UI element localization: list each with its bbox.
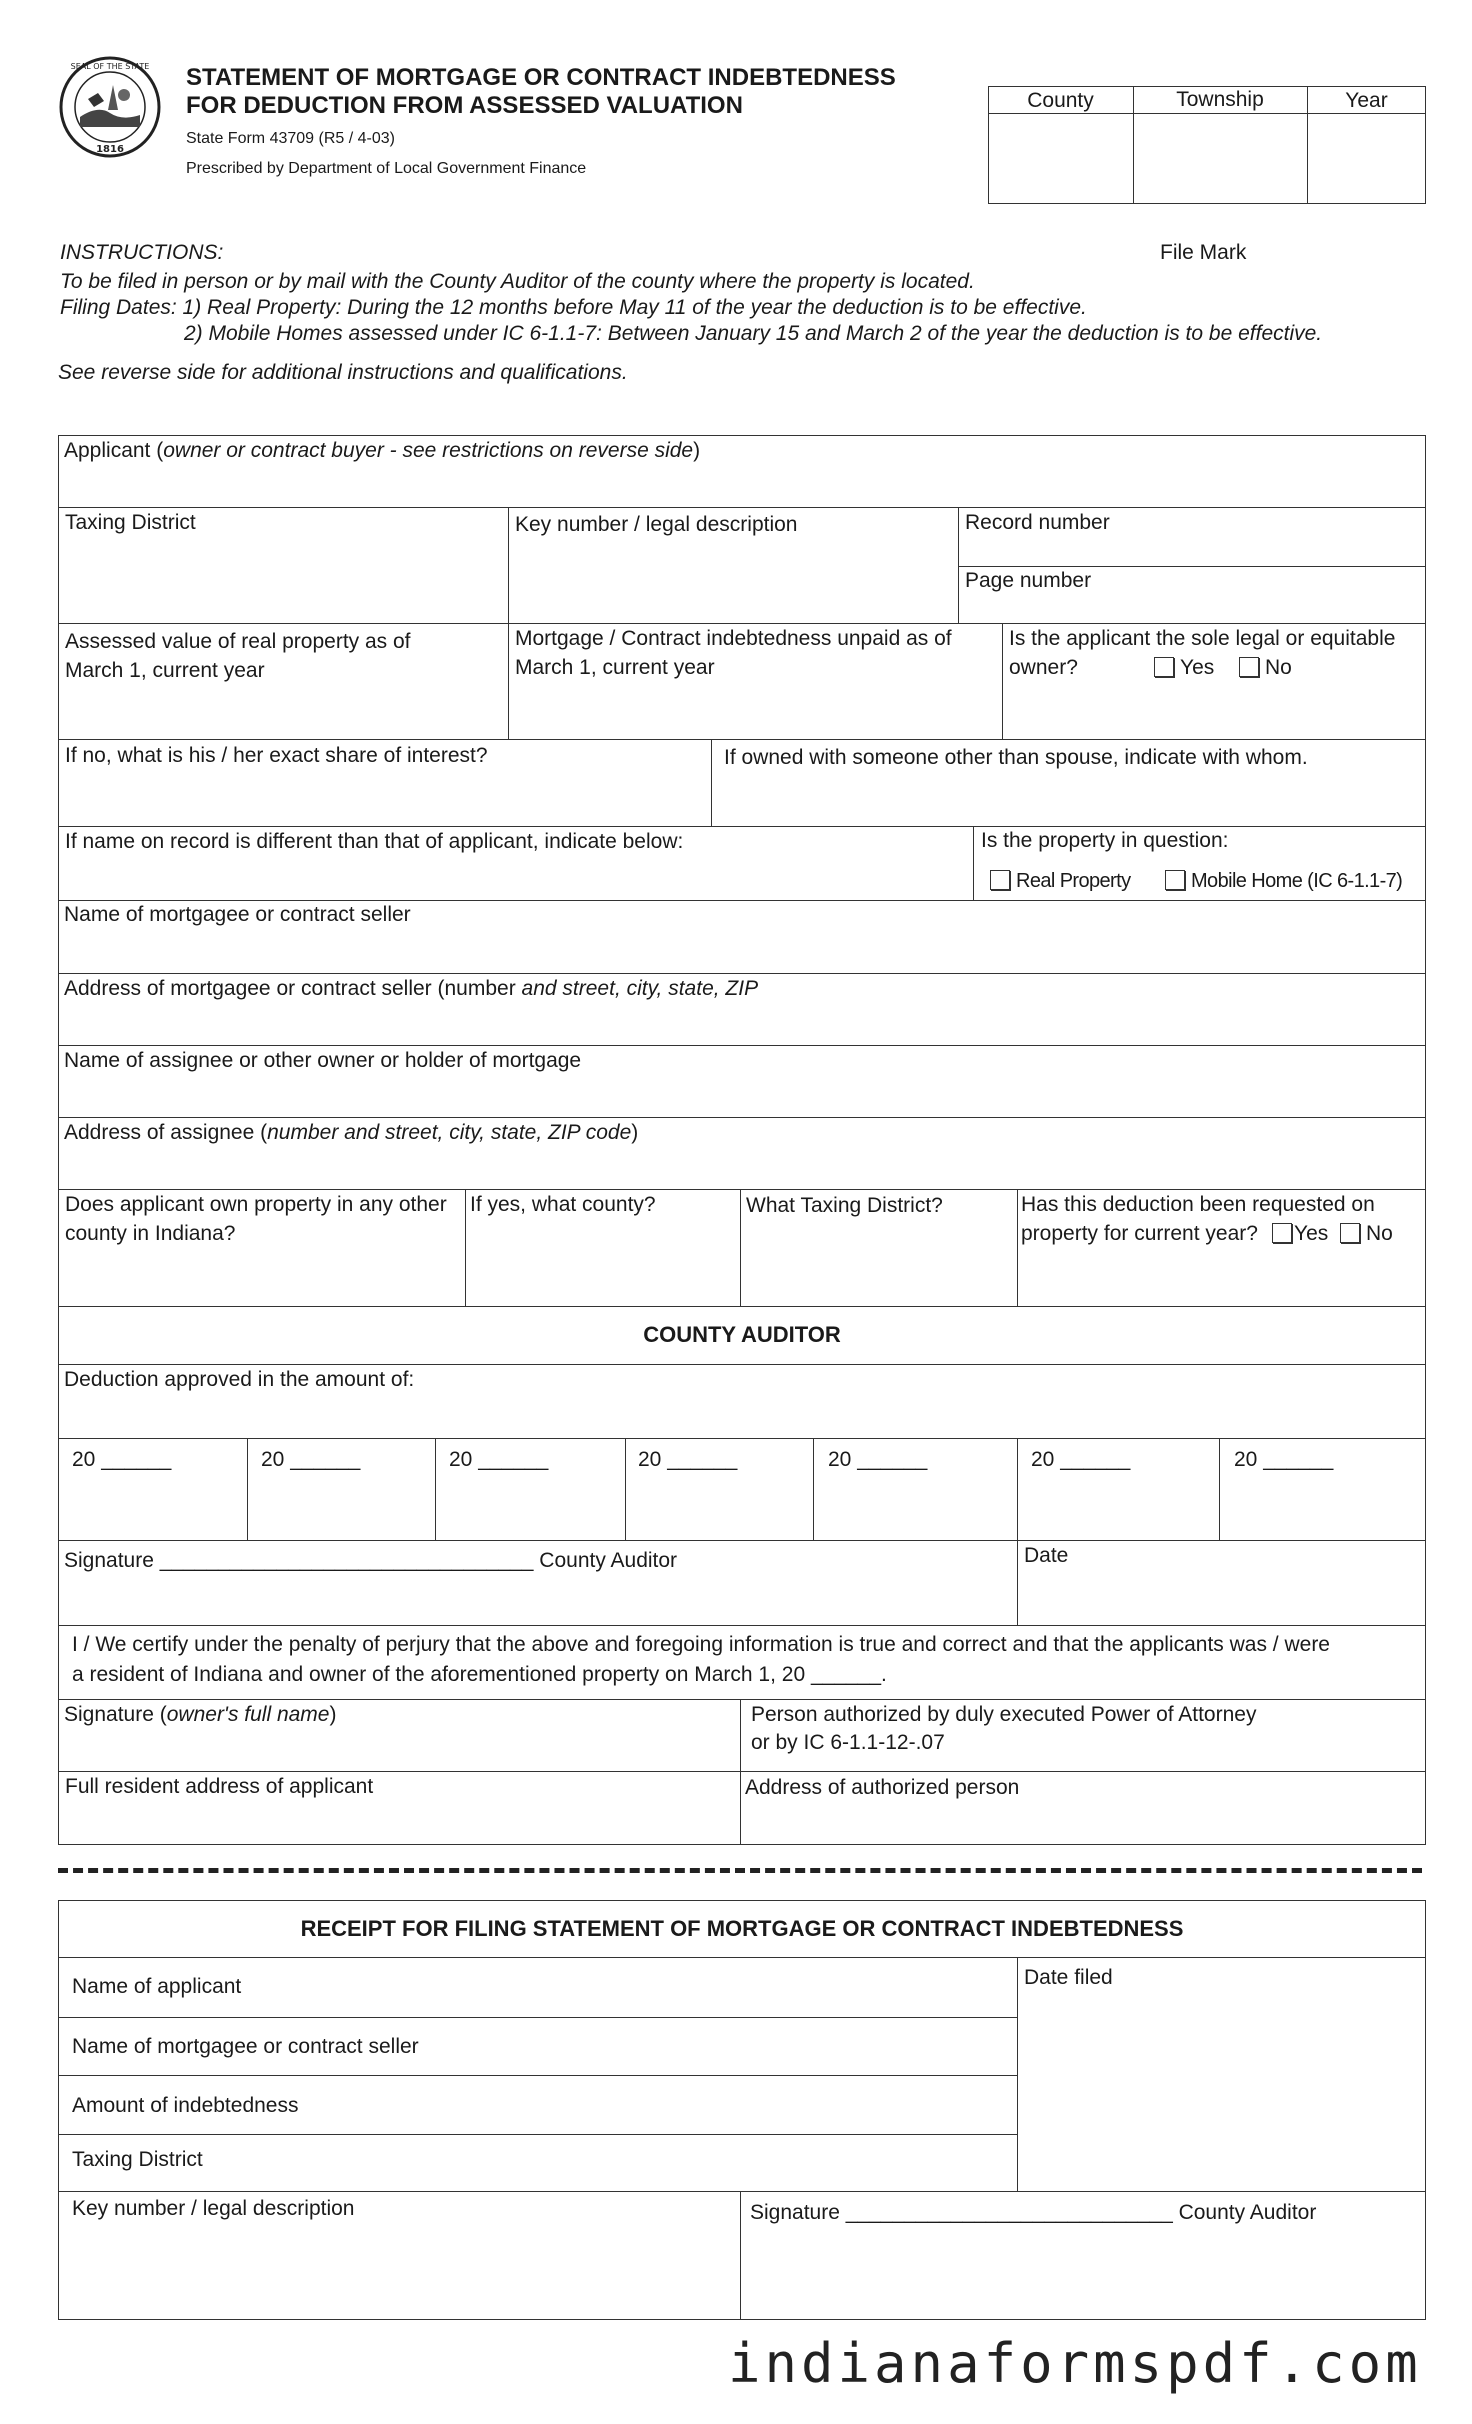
mortgagee-address-field[interactable] xyxy=(60,1004,1424,1044)
what-district-label: What Taxing District? xyxy=(746,1194,943,1217)
township-field[interactable] xyxy=(1134,115,1306,203)
receipt-signature-line[interactable]: Signature ____________________________ County Auditor xyxy=(750,2201,1317,2224)
assignee-address-field[interactable] xyxy=(60,1148,1424,1188)
what-county-label: If yes, what county? xyxy=(470,1193,656,1216)
sole-owner-label-2: owner? xyxy=(1009,656,1078,679)
year-field[interactable] xyxy=(1308,115,1425,203)
assessed-value-label-2: March 1, current year xyxy=(65,659,265,682)
other-county-label-1: Does applicant own property in any other xyxy=(65,1193,447,1216)
receipt-heading: RECEIPT FOR FILING STATEMENT OF MORTGAGE OR CONTRACT INDEBTEDNESS xyxy=(300,1916,1184,1941)
watermark-text: indianaformspdf.com xyxy=(728,2332,1422,2395)
year-cell-2[interactable]: 20 ______ xyxy=(261,1448,361,1471)
record-number-field[interactable] xyxy=(1100,510,1424,564)
mortgage-unpaid-label-2: March 1, current year xyxy=(515,656,715,679)
svg-text:SEAL OF THE STATE: SEAL OF THE STATE xyxy=(70,62,150,71)
name-record-diff-label: If name on record is different than that of applicant, indicate below: xyxy=(65,830,684,853)
assessed-value-label-1: Assessed value of real property as of xyxy=(65,630,411,653)
property-question-label: Is the property in question: xyxy=(981,829,1229,852)
county-label: County xyxy=(1027,89,1094,112)
form-number: State Form 43709 (R5 / 4-03) xyxy=(186,130,395,147)
county-field[interactable] xyxy=(989,115,1132,203)
receipt-key-number-label: Key number / legal description xyxy=(72,2197,355,2220)
receipt-amount-field[interactable] xyxy=(340,2077,1015,2132)
record-number-label: Record number xyxy=(965,511,1110,534)
page-number-label: Page number xyxy=(965,569,1092,592)
receipt-date-filed-label: Date filed xyxy=(1024,1966,1113,1989)
certification-line1: I / We certify under the penalty of perjury that the above and foregoing information is true and correct and that the applicants was / were xyxy=(72,1633,1330,1656)
assignee-name-field[interactable] xyxy=(60,1076,1424,1116)
key-number-field[interactable] xyxy=(510,540,956,622)
sole-owner-label-1: Is the applicant the sole legal or equitable xyxy=(1009,627,1396,650)
receipt-district-field[interactable] xyxy=(340,2136,1015,2189)
mobile-home-option[interactable]: Mobile Home (IC 6-1.1-7) xyxy=(1165,867,1402,896)
share-interest-label: If no, what is his / her exact share of interest? xyxy=(65,744,488,767)
what-county-field[interactable] xyxy=(467,1220,738,1304)
deduction-requested-label-1: Has this deduction been requested on xyxy=(1021,1193,1375,1216)
sole-owner-no[interactable]: No xyxy=(1239,653,1292,682)
year-cell-3[interactable]: 20 ______ xyxy=(449,1448,549,1471)
sole-owner-no-checkbox[interactable] xyxy=(1239,657,1259,677)
deduction-requested-label-2: property for current year? xyxy=(1021,1222,1258,1245)
instructions-line2: Filing Dates: 1) Real Property: During the 12 months before May 11 of the year the deduction is to be effective. xyxy=(60,296,1087,319)
certification-line2: a resident of Indiana and owner of the aforementioned property on March 1, 20 ______. xyxy=(72,1663,887,1686)
authorized-person-label-1: Person authorized by duly executed Power of Attorney xyxy=(751,1703,1257,1726)
page-number-field[interactable] xyxy=(1100,568,1424,622)
share-interest-field[interactable] xyxy=(60,772,709,824)
resident-address-label: Full resident address of applicant xyxy=(65,1775,374,1798)
authorized-person-label-2: or by IC 6-1.1-12-.07 xyxy=(751,1731,945,1754)
mortgagee-name-label: Name of mortgagee or contract seller xyxy=(64,903,411,926)
receipt-key-number-field[interactable] xyxy=(60,2226,738,2318)
instructions-line3: 2) Mobile Homes assessed under IC 6-1.1-7: Between January 15 and March 2 of the year the deduction is to be effective. xyxy=(184,322,1323,345)
instructions-line1: To be filed in person or by mail with the County Auditor of the county where the property is located. xyxy=(60,270,975,293)
receipt-applicant-field[interactable] xyxy=(340,1959,1015,2015)
owner-signature-label: Signature (owner's full name) xyxy=(64,1703,337,1726)
auditor-date-label: Date xyxy=(1024,1544,1069,1567)
sole-owner-yes-checkbox[interactable] xyxy=(1154,657,1174,677)
deduction-approved-label: Deduction approved in the amount of: xyxy=(64,1368,415,1391)
applicant-label: Applicant (owner or contract buyer - see restrictions on reverse side) xyxy=(64,439,701,462)
year-cell-5[interactable]: 20 ______ xyxy=(828,1448,928,1471)
deduction-requested-no[interactable]: No xyxy=(1340,1219,1393,1248)
deduction-requested-yes[interactable]: Yes xyxy=(1272,1219,1328,1248)
mortgagee-name-field[interactable] xyxy=(60,930,1424,972)
authorized-address-label: Address of authorized person xyxy=(745,1776,1020,1799)
taxing-district-label: Taxing District xyxy=(65,511,196,534)
deduction-requested-yes-checkbox[interactable] xyxy=(1272,1223,1292,1243)
year-cell-6[interactable]: 20 ______ xyxy=(1031,1448,1131,1471)
instructions-heading: INSTRUCTIONS: xyxy=(60,241,224,264)
township-label: Township xyxy=(1176,88,1264,111)
receipt-mortgagee-label: Name of mortgagee or contract seller xyxy=(72,2035,419,2058)
deduction-requested-no-checkbox[interactable] xyxy=(1340,1223,1360,1243)
assignee-address-label: Address of assignee (number and street, city, state, ZIP code) xyxy=(64,1121,639,1144)
owned-with-field[interactable] xyxy=(713,772,1424,824)
receipt-date-filed-field[interactable] xyxy=(1019,1995,1424,2189)
key-number-label: Key number / legal description xyxy=(515,513,798,536)
file-mark-label: File Mark xyxy=(1160,241,1247,264)
receipt-mortgagee-field[interactable] xyxy=(440,2019,1015,2073)
what-district-field[interactable] xyxy=(742,1220,1015,1304)
owner-signature-field[interactable] xyxy=(60,1730,738,1770)
year-cell-1[interactable]: 20 ______ xyxy=(72,1448,172,1471)
form-title-line1: STATEMENT OF MORTGAGE OR CONTRACT INDEBTEDNESS xyxy=(186,64,896,91)
year-cell-4[interactable]: 20 ______ xyxy=(638,1448,738,1471)
receipt-applicant-label: Name of applicant xyxy=(72,1975,242,1998)
other-county-label-2: county in Indiana? xyxy=(65,1222,236,1245)
form-title-line2: FOR DEDUCTION FROM ASSESSED VALUATION xyxy=(186,92,743,119)
sole-owner-yes[interactable]: Yes xyxy=(1154,653,1214,682)
real-property-option[interactable]: Real Property xyxy=(990,867,1130,896)
assignee-name-label: Name of assignee or other owner or holder of mortgage xyxy=(64,1049,582,1072)
year-cell-7[interactable]: 20 ______ xyxy=(1234,1448,1334,1471)
deduction-approved-field[interactable] xyxy=(60,1396,1424,1436)
resident-address-field[interactable] xyxy=(60,1802,738,1844)
prescribed-by: Prescribed by Department of Local Government Finance xyxy=(186,160,587,177)
applicant-field[interactable] xyxy=(60,466,1424,506)
taxing-district-field[interactable] xyxy=(60,540,506,622)
mobile-home-checkbox[interactable] xyxy=(1165,870,1185,890)
receipt-amount-label: Amount of indebtedness xyxy=(72,2094,299,2117)
receipt-district-label: Taxing District xyxy=(72,2148,203,2171)
mortgagee-address-label: Address of mortgagee or contract seller (number and street, city, state, ZIP xyxy=(64,977,759,1000)
auditor-signature-line[interactable]: Signature ________________________________ County Auditor xyxy=(64,1549,678,1572)
county-auditor-heading: COUNTY AUDITOR xyxy=(643,1322,841,1347)
real-property-checkbox[interactable] xyxy=(990,870,1010,890)
svg-text:1816: 1816 xyxy=(96,144,124,155)
state-seal-icon xyxy=(58,55,162,159)
year-label: Year xyxy=(1345,89,1388,112)
auditor-date-field[interactable] xyxy=(1019,1572,1424,1624)
authorized-address-field[interactable] xyxy=(742,1802,1424,1844)
instructions-line4: See reverse side for additional instructions and qualifications. xyxy=(58,361,628,384)
owned-with-label: If owned with someone other than spouse, indicate with whom. xyxy=(724,746,1308,769)
mortgage-unpaid-label-1: Mortgage / Contract indebtedness unpaid as of xyxy=(515,627,952,650)
cut-line-divider xyxy=(58,1868,1422,1873)
